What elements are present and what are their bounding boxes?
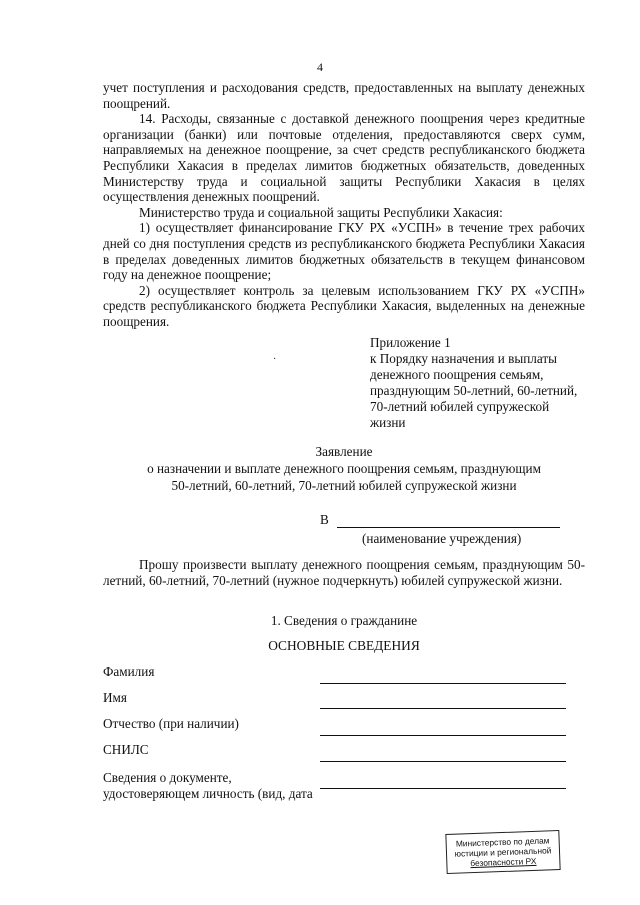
paragraph-control: 2) осуществляет контроль за целевым использованием ГКУ РХ «УСПН» средств республиканского бюджета Республики Хакасия, выделенных на денежные поощрения. — [103, 282, 585, 329]
stamp-line: безопасности РХ — [470, 855, 537, 869]
request-text-block — [103, 557, 585, 588]
appendix-note — [370, 335, 590, 431]
patronymic-field[interactable] — [320, 735, 566, 736]
recipient-block — [320, 512, 560, 547]
application-heading — [103, 443, 585, 494]
paragraph-ministry: Министерство труда и социальной защиты Республики Хакасия: — [139, 204, 503, 220]
appendix-line: празднующим 50-летний, 60-летний, — [370, 383, 578, 398]
appendix-line: к Порядку назначения и выплаты — [370, 351, 557, 366]
recipient-prefix: В — [320, 512, 329, 527]
name-label: Имя — [103, 690, 127, 705]
paragraph-delivery-costs: 14. Расходы, связанные с доставкой денежного поощрения через кредитные организации (банки) или почтовые отделения, предоставляются сверх сумм, направляемых на денежное поощрение, за счет средств республиканского бюджета Республики Хакасия в пределах лимитов бюджетных обязательств, доведенных Министерству труда и социальной защиты Республики Хакасия в целях осуществления денежных поощрений. — [103, 111, 585, 205]
stamp-line: юстиции и региональной — [454, 845, 552, 859]
appendix-line: денежного поощрения семьям, — [370, 367, 544, 382]
section-title: 1. Сведения о гражданине — [270, 613, 418, 628]
page-number: 4 — [317, 60, 323, 74]
paragraph-accounting: учет поступления и расходования средств, предоставленных на выплату денежных поощрений. — [103, 80, 585, 111]
appendix-line: жизни — [370, 415, 406, 430]
paragraph-financing: 1) осуществляет финансирование ГКУ РХ «УСПН» в течение трех рабочих дней со дня поступления средств из республиканского бюджета Республики Хакасия в пределах доведенных лимитов бюджетных обязательств в текущем финансовом году на денежное поощрение; — [103, 220, 585, 283]
surname-label: Фамилия — [103, 664, 155, 679]
recipient-institution-field[interactable] — [337, 515, 560, 528]
document-label-continued: удостоверяющем личность (вид, дата — [103, 786, 313, 801]
patronymic-label: Отчество (при наличии) — [103, 716, 239, 731]
basic-info-title: ОСНОВНЫЕ СВЕДЕНИЯ — [268, 638, 420, 653]
application-subtitle: о назначении и выплате денежного поощрения семьям, празднующим — [147, 461, 541, 476]
appendix-line: Приложение 1 — [370, 335, 451, 350]
snils-label: СНИЛС — [103, 742, 149, 757]
application-title: Заявление — [315, 444, 373, 459]
application-subtitle: 50-летний, 60-летний, 70-летний юбилей супружеской жизни — [171, 478, 517, 493]
appendix-line: 70-летний юбилей супружеской — [370, 399, 550, 414]
body-text — [103, 80, 585, 330]
snils-field[interactable] — [320, 761, 566, 762]
name-field[interactable] — [320, 708, 566, 709]
registration-stamp — [445, 830, 560, 874]
surname-field[interactable] — [320, 683, 566, 684]
stray-dot: · — [273, 354, 277, 365]
document-label: Сведения о документе, — [103, 770, 232, 785]
recipient-hint: (наименование учреждения) — [362, 531, 522, 546]
document-field[interactable] — [320, 788, 566, 789]
stamp-line: Министерство по делам — [455, 835, 550, 849]
request-text: Прошу произвести выплату денежного поощрения семьям, празднующим 50-летний, 60-летний, 70-летний (нужное подчеркнуть) юбилей супружеской жизни. — [103, 557, 585, 588]
